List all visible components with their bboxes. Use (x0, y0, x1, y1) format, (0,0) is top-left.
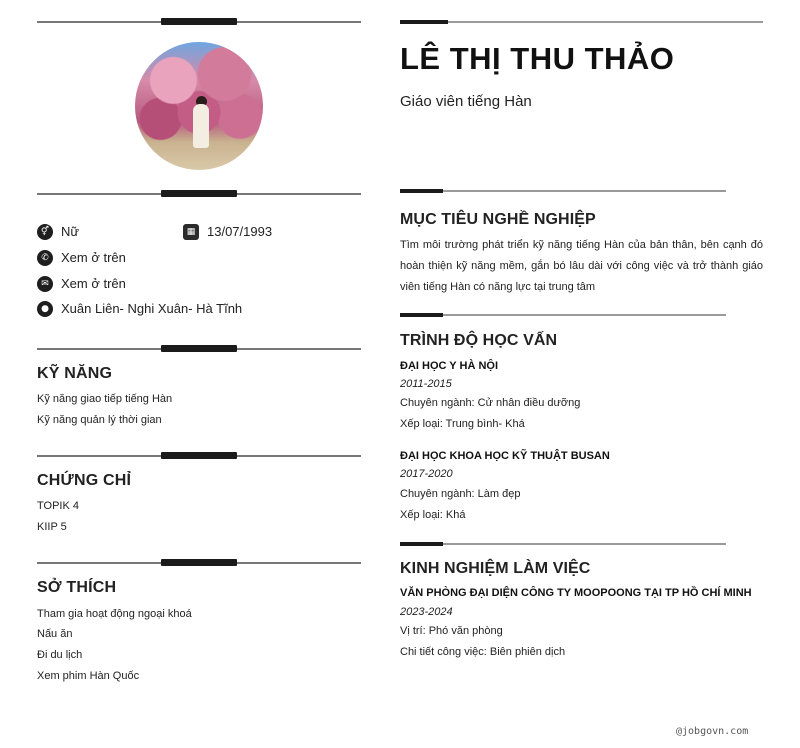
certificate-item: TOPIK 4 (37, 500, 79, 512)
phone-icon: ✆ (37, 250, 53, 266)
divider-experience (400, 542, 726, 546)
school-grade: Xếp loại: Trung bình- Khá (400, 418, 525, 430)
divider-top (37, 18, 361, 26)
divider-hobbies (37, 559, 361, 567)
objective-text: Tìm môi trường phát triển kỹ năng tiếng Hàn của bản thân, bên cạnh đó hoàn thiện kỹ năng mềm, gắn bó lâu dài với công việc và trở thành giáo viên tiếng Hàn có năng lực tại trung tâm (400, 239, 763, 293)
skill-item: Kỹ năng giao tiếp tiếng Hàn (37, 393, 173, 405)
gender-icon: ⚥ (37, 224, 53, 240)
skills-heading: KỸ NĂNG (37, 365, 113, 382)
email-value: Xem ở trên (61, 276, 126, 291)
divider-certificates (37, 452, 361, 460)
divider-contact (37, 190, 361, 198)
hobby-item: Tham gia hoạt động ngoại khoá (37, 608, 192, 620)
job-years: 2023-2024 (400, 606, 453, 618)
divider-name (400, 20, 763, 24)
location-pin-icon: ● (37, 301, 53, 317)
school-years: 2017-2020 (400, 468, 453, 480)
email-icon: ✉ (37, 276, 53, 292)
watermark: @jobgovn.com (676, 726, 749, 737)
divider-skills (37, 345, 361, 353)
phone-value: Xem ở trên (61, 250, 126, 265)
divider-objective (400, 189, 726, 193)
job-detail: Chi tiết công việc: Biên phiên dịch (400, 646, 566, 658)
gender-value: Nữ (61, 224, 80, 239)
school-major: Chuyên ngành: Cử nhân điều dưỡng (400, 397, 581, 409)
candidate-role: Giáo viên tiếng Hàn (400, 93, 532, 110)
school-years: 2011-2015 (400, 378, 452, 390)
hobby-item: Xem phim Hàn Quốc (37, 670, 140, 682)
school-name: ĐẠI HỌC KHOA HỌC KỸ THUẬT BUSAN (400, 450, 610, 462)
objective-heading: MỤC TIÊU NGHỀ NGHIỆP (400, 211, 596, 228)
candidate-name: LÊ THỊ THU THẢO (400, 41, 675, 76)
certificate-item: KIIP 5 (37, 521, 67, 533)
certificates-heading: CHỨNG CHỈ (37, 472, 132, 489)
hobby-item: Nấu ăn (37, 628, 73, 640)
school-grade: Xếp loại: Khá (400, 509, 466, 521)
hobbies-heading: SỞ THÍCH (37, 579, 117, 596)
hobby-item: Đi du lịch (37, 649, 83, 661)
school-major: Chuyên ngành: Làm đẹp (400, 488, 521, 500)
experience-heading: KINH NGHIỆM LÀM VIỆC (400, 560, 591, 577)
divider-education (400, 313, 726, 317)
school-name: ĐẠI HỌC Y HÀ NỘI (400, 360, 498, 372)
birthdate-value: 13/07/1993 (207, 224, 273, 239)
skill-item: Kỹ năng quản lý thời gian (37, 414, 162, 426)
calendar-icon: ▦ (183, 224, 199, 240)
company-name: VĂN PHÒNG ĐẠI DIỆN CÔNG TY MOOPOONG TẠI TP HỒ CHÍ MINH (400, 587, 752, 599)
avatar (135, 42, 263, 170)
address-value: Xuân Liên- Nghi Xuân- Hà Tĩnh (61, 301, 243, 316)
education-heading: TRÌNH ĐỘ HỌC VẤN (400, 332, 558, 349)
job-position: Vị trí: Phó văn phòng (400, 625, 503, 637)
